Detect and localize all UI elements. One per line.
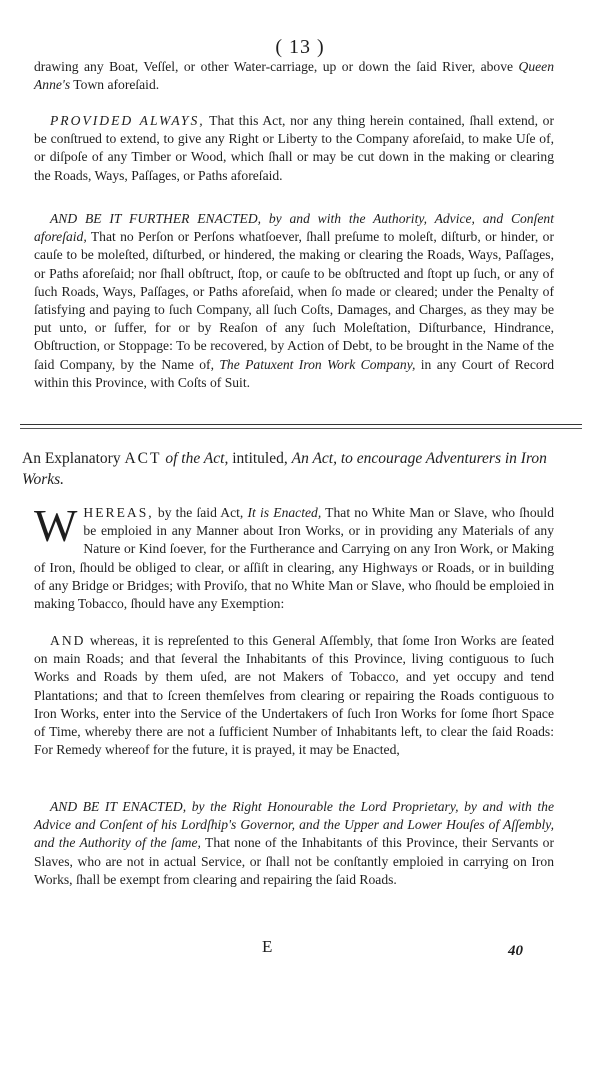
para3-lead: AND BE IT FURTHER ENACTED, by and with the Authority, Advice, and Conſent aforeſaid,	[34, 211, 554, 245]
para4-body2: That no White Man or Slave, who ſhould be emploied in any Manner about Iron Works, or in providing any Materials of any Nature or Kind ſoever, for the Furtherance and Carrying on any Iron Work, or Making of Iron, ſhould be obliged to clear, or aſſiſt in clearing, any Highways or Roads, or in building of any Bridge or Bridges; with Proviſo, that no White Man or Slave, who ſhould be emploied in making Tobacco, ſhould have any Exemption:	[34, 505, 554, 612]
heading-act: ACT	[124, 450, 162, 467]
paragraph-provided-always	[34, 112, 554, 185]
para3-tail: in any Court of Record within this Province, with Coſts of Suit.	[34, 356, 554, 390]
para3-company: The Patuxent Iron Work Company,	[219, 356, 416, 372]
para1-place: Queen Anne's	[34, 59, 554, 93]
para6-body: That none of the Inhabitants of this Province, their Servants or Slaves, who are not in actual Service, or ſhall not be conſtantly emploied in carrying on Iron Works, ſhall be exempt from clearing and repairing the ſaid Roads.	[34, 835, 554, 887]
section-divider-bottom	[20, 428, 582, 429]
paragraph-river-clause	[34, 58, 554, 94]
paragraph-and-whereas	[34, 632, 554, 759]
heading-mid: of the Act,	[161, 450, 229, 467]
heading-intituled: intituled,	[228, 450, 292, 467]
para4-body1: by the ſaid Act,	[153, 505, 248, 520]
para1-lead: drawing any Boat, Veſſel, or other Water-carriage, up or down the ſaid River, above	[34, 59, 519, 74]
paragraph-further-enacted	[34, 210, 554, 392]
para3-body: That no Perſon or Perſons whatſoever, ſhall preſume to moleſt, diſturb, or hinder, or cauſe to be moleſted, diſturbed, or hindered, the making or clearing the Roads, Ways, Paſſages, or Paths aforeſaid; nor ſhall obſtruct, ſtop, or cauſe to be obſtructed and ſtopt up ſuch, or any of ſuch Roads, Ways, Paſſages, or Paths aforeſaid, when ſo made or cleared; under the Penalty of ſatisfying and paying to ſuch Company, all ſuch Coſts, Damages, and Charges, as they may be put unto, or ſuffer, for or by Reaſon of any ſuch Moleſtation, Diſturbance, Hindrance, Obſtruction, or Stoppage: To be recovered, by Action of Debt, to be brought in the Name of the ſaid Company, by the Name of,	[34, 229, 554, 372]
para4-lead: HEREAS,	[83, 505, 154, 520]
paragraph-whereas	[34, 500, 554, 613]
para6-lead: AND BE IT ENACTED, by the Right Honourable the Lord Proprietary, by and with the Advice and Conſent of his Lordſhip's Governor, and the Upper and Lower Houſes of Aſſembly, and the Authority of the ſame,	[34, 799, 554, 851]
page-number: ( 13 )	[275, 36, 325, 58]
para1-tail: Town aforeſaid.	[70, 77, 160, 93]
para2-body: That this Act, nor any thing herein contained, ſhall extend, or be conſtrued to extend, to give any Right or Liberty to the Company aforeſaid, to make Uſe of, or diſpoſe of any Timber or Wood, which ſhall or may be cut down in the making or clearing the Roads, Ways, Paſſages, or Paths aforeſaid.	[34, 113, 555, 183]
catchword: 40	[508, 943, 523, 959]
act-heading	[22, 448, 562, 490]
heading-pre: An Explanatory	[22, 450, 125, 467]
para5-lead: AND	[50, 633, 86, 648]
para4-quote: It is Enacted,	[247, 505, 322, 520]
signature-mark: E	[262, 937, 273, 956]
drop-cap: W	[34, 500, 78, 551]
section-divider-top	[20, 424, 582, 425]
para2-lead: PROVIDED ALWAYS,	[50, 113, 205, 128]
paragraph-be-it-enacted	[34, 798, 554, 889]
heading-title: An Act, to encourage Adventurers in Iron Works.	[22, 450, 547, 488]
para5-body: whereas, it is repreſented to this General Aſſembly, that ſome Iron Works are ſeated on main Roads; and that ſeveral the Inhabitants of this Province, living contiguous to ſuch Works and Roads by them uſed, are not Makers of Tobacco, and yet occupy and tend Plantations; and that to ſcreen themſelves from clearing or repairing the Roads contiguous to Iron Works, enter into the Service of the Undertakers of ſuch Iron Works for ſome ſhort Space of Time, whereby there are not a ſufficient Number of Inhabitants left, to clear the ſaid Roads: For Remedy whereof for the future, it is prayed, it may be Enacted,	[34, 633, 554, 758]
